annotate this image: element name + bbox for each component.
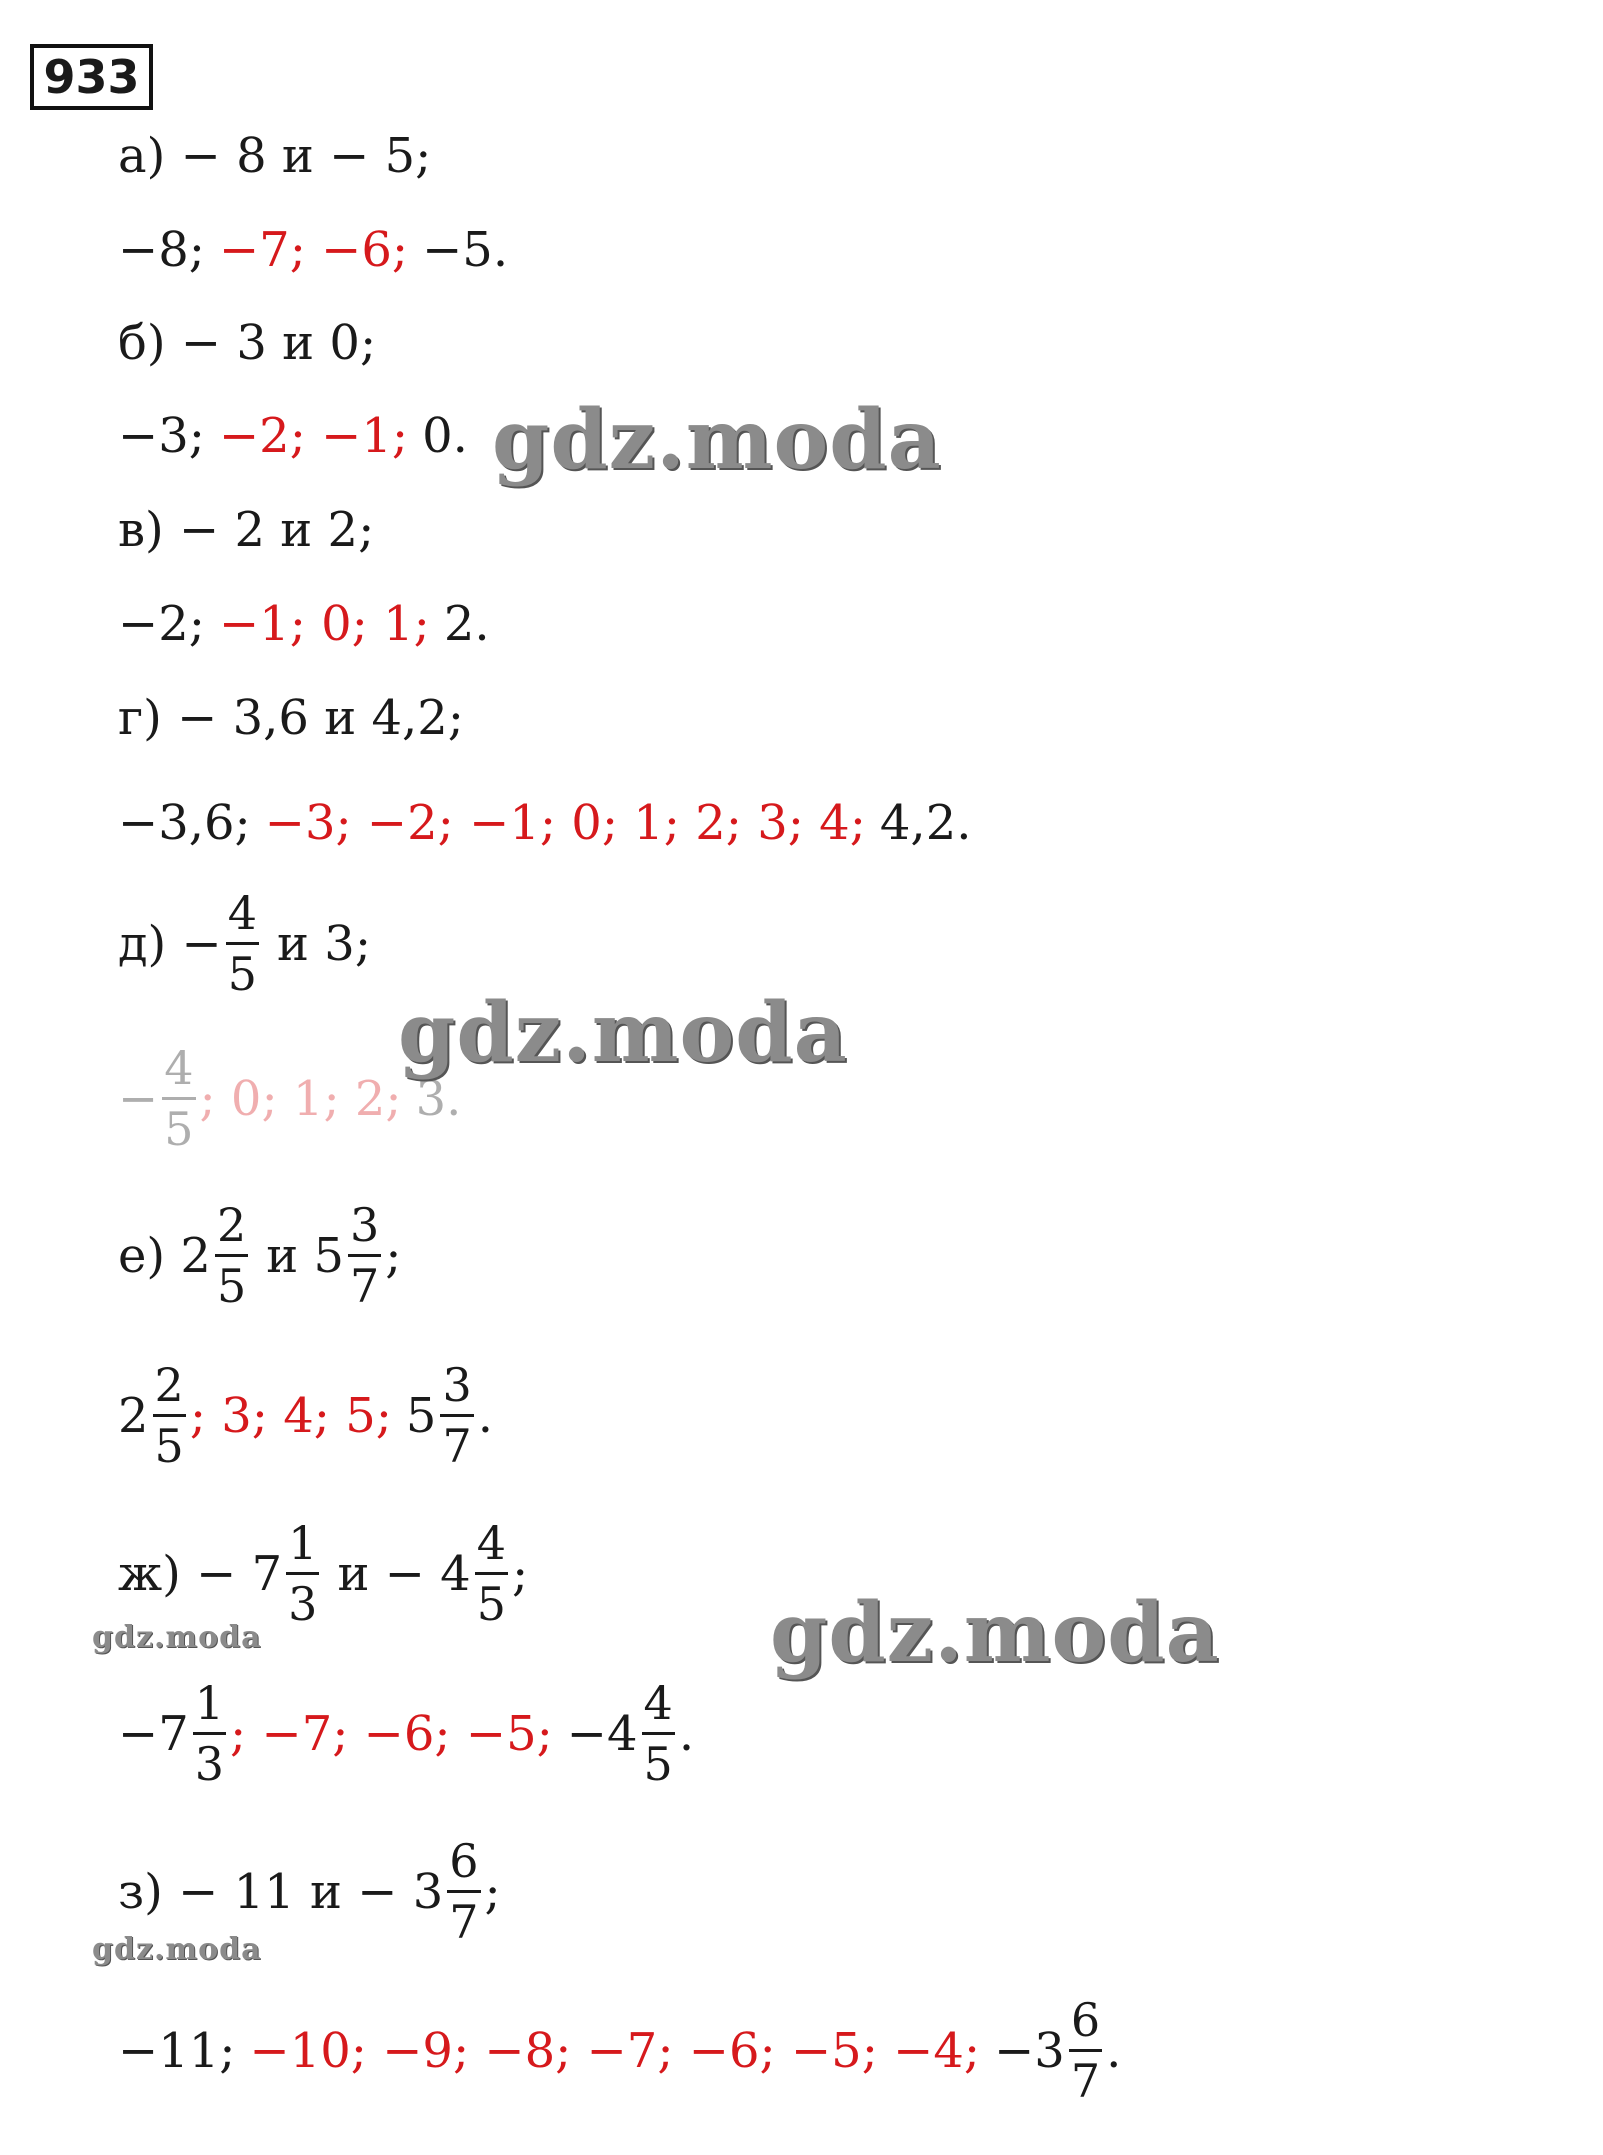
question-g-text: г) − 3,6 и 4,2; xyxy=(118,690,464,746)
answer-a-red: −7; −6; xyxy=(218,222,409,278)
fraction-bar xyxy=(153,1414,186,1417)
question-e xyxy=(118,1198,402,1313)
question-e-numerator-1: 2 xyxy=(216,1198,247,1252)
watermark-3: gdz.moda xyxy=(770,1585,1220,1681)
question-zh-mid: и − 4 xyxy=(337,1545,471,1602)
question-zh-numerator-2: 4 xyxy=(476,1516,506,1570)
answer-b-end: 0. xyxy=(422,408,468,464)
answer-g xyxy=(118,795,971,851)
answer-zh xyxy=(118,1676,695,1791)
question-e-denominator-1: 5 xyxy=(216,1259,247,1313)
question-e-post: ; xyxy=(385,1227,402,1284)
fraction-bar xyxy=(440,1414,473,1417)
fraction-bar xyxy=(226,942,259,945)
question-b-text: б) − 3 и 0; xyxy=(118,315,377,371)
answer-g-red: −3; −2; −1; 0; 1; 2; 3; 4; xyxy=(264,795,866,851)
question-d-numerator: 4 xyxy=(227,886,258,940)
question-v xyxy=(118,502,374,558)
question-z-post: ; xyxy=(484,1863,501,1920)
question-zh-numerator-1: 1 xyxy=(288,1516,318,1570)
question-z-fraction xyxy=(447,1834,480,1949)
fraction-bar xyxy=(193,1732,226,1735)
answer-v xyxy=(118,596,490,652)
watermark-small-1: gdz.moda xyxy=(92,1620,262,1655)
answer-zh-numerator-2: 4 xyxy=(643,1676,673,1730)
fraction-bar xyxy=(475,1572,508,1575)
question-e-mid: и 5 xyxy=(266,1227,345,1284)
answer-e-denominator-1: 5 xyxy=(154,1419,184,1473)
answer-d-denominator: 5 xyxy=(164,1102,194,1156)
answer-e-mid: 5 xyxy=(405,1387,437,1444)
answer-v-start: −2; xyxy=(118,596,205,652)
question-zh-fraction-1 xyxy=(286,1516,319,1631)
answer-b-red: −2; −1; xyxy=(218,408,409,464)
answer-z-fraction xyxy=(1069,1993,1102,2108)
answer-e-numerator-1: 2 xyxy=(154,1358,184,1412)
question-e-fraction-2 xyxy=(348,1198,381,1313)
answer-e-fraction-1 xyxy=(153,1358,186,1473)
answer-zh-fraction-2 xyxy=(642,1676,675,1791)
answer-g-start: −3,6; xyxy=(118,795,251,851)
question-a-text: а) − 8 и − 5; xyxy=(118,128,432,184)
answer-e-fraction-2 xyxy=(440,1358,473,1473)
question-zh-pre: ж) − 7 xyxy=(118,1545,283,1602)
answer-zh-pre: −7 xyxy=(118,1705,189,1762)
question-d-post: и 3; xyxy=(277,915,372,972)
question-g xyxy=(118,690,464,746)
answer-z-mid: −3 xyxy=(994,2022,1065,2079)
answer-zh-post: . xyxy=(678,1705,695,1762)
question-e-numerator-2: 3 xyxy=(350,1198,380,1252)
answer-a-start: −8; xyxy=(118,222,205,278)
question-zh-denominator-2: 5 xyxy=(476,1577,506,1631)
question-z-denominator: 7 xyxy=(449,1895,479,1949)
question-d-pre: д) − xyxy=(118,915,222,972)
answer-e xyxy=(118,1358,493,1473)
watermark-2: gdz.moda xyxy=(398,985,848,1081)
answer-z-numerator: 6 xyxy=(1070,1993,1101,2047)
answer-v-end: 2. xyxy=(443,596,490,652)
answer-e-post: . xyxy=(477,1387,493,1444)
answer-zh-numerator-1: 1 xyxy=(194,1676,225,1730)
watermark-1: gdz.moda xyxy=(492,392,942,488)
fraction-bar xyxy=(642,1732,675,1735)
answer-zh-fraction-1 xyxy=(193,1676,226,1791)
question-e-fraction-1 xyxy=(215,1198,248,1313)
fraction-bar xyxy=(162,1097,195,1100)
answer-d-end: 3. xyxy=(415,1070,462,1127)
answer-d-numerator: 4 xyxy=(164,1041,194,1095)
question-v-text: в) − 2 и 2; xyxy=(118,502,375,558)
question-e-denominator-2: 7 xyxy=(350,1259,380,1313)
fraction-bar xyxy=(1069,2049,1102,2052)
question-zh-post: ; xyxy=(511,1545,529,1602)
answer-b xyxy=(118,408,468,464)
answer-z-denominator: 7 xyxy=(1070,2054,1101,2108)
answer-g-end: 4,2. xyxy=(879,795,972,851)
question-b xyxy=(118,315,376,371)
question-zh xyxy=(118,1516,529,1631)
answer-zh-mid: −4 xyxy=(566,1705,638,1762)
fraction-bar xyxy=(286,1572,319,1575)
answer-a-end: −5. xyxy=(422,222,509,278)
question-zh-fraction-2 xyxy=(475,1516,508,1631)
fraction-bar xyxy=(215,1254,248,1257)
question-z xyxy=(118,1834,501,1949)
answer-e-denominator-2: 7 xyxy=(442,1419,472,1473)
answer-e-red: ; 3; 4; 5; xyxy=(189,1387,392,1444)
question-d-denominator: 5 xyxy=(227,947,258,1001)
fraction-bar xyxy=(348,1254,381,1257)
question-a xyxy=(118,128,431,184)
answer-d-pre: − xyxy=(118,1070,159,1127)
answer-e-pre: 2 xyxy=(118,1387,149,1444)
answer-e-numerator-2: 3 xyxy=(442,1358,472,1412)
question-z-numerator: 6 xyxy=(449,1834,479,1888)
answer-z-red: −10; −9; −8; −7; −6; −5; −4; xyxy=(249,2022,981,2079)
question-z-pre: з) − 11 и − 3 xyxy=(118,1863,444,1920)
answer-z-start: −11; xyxy=(118,2022,236,2079)
answer-zh-red: ; −7; −6; −5; xyxy=(230,1705,553,1762)
question-e-pre: е) 2 xyxy=(118,1227,211,1284)
question-zh-denominator-1: 3 xyxy=(288,1577,318,1631)
answer-z xyxy=(118,1993,1122,2108)
watermark-small-2: gdz.moda xyxy=(92,1932,262,1967)
fraction-bar xyxy=(447,1890,480,1893)
answer-zh-denominator-2: 5 xyxy=(643,1737,673,1791)
answer-b-start: −3; xyxy=(118,408,205,464)
question-d-fraction xyxy=(226,886,259,1001)
answer-a xyxy=(118,222,508,278)
task-number: 933 xyxy=(30,44,153,110)
answer-v-red: −1; 0; 1; xyxy=(218,596,430,652)
answer-d-red: ; 0; 1; 2; xyxy=(199,1070,402,1127)
answer-d-fraction xyxy=(162,1041,195,1156)
answer-zh-denominator-1: 3 xyxy=(194,1737,225,1791)
answer-z-post: . xyxy=(1106,2022,1122,2079)
question-d xyxy=(118,886,372,1001)
